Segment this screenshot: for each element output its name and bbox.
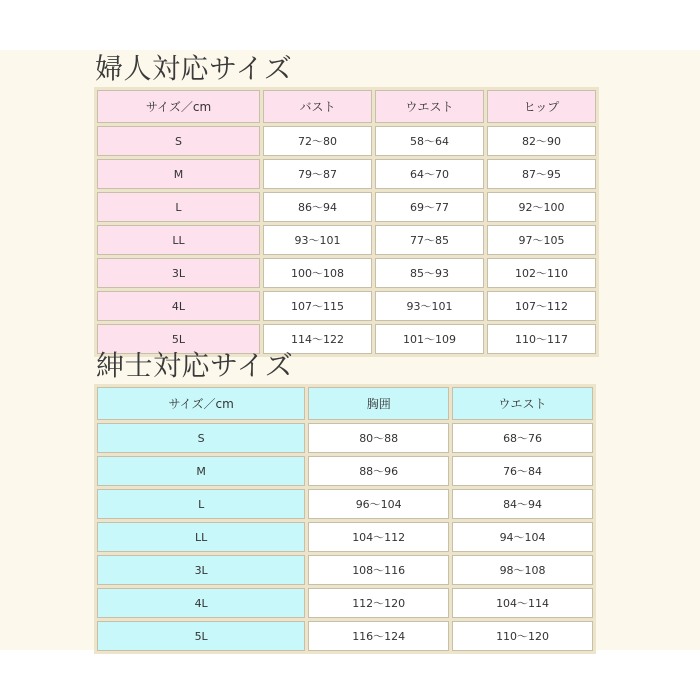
women-size-title: 婦人対応サイズ [95,52,293,85]
column-header: ウエスト [375,90,484,123]
column-header: サイズ／cm [97,387,305,420]
size-label-cell: 3L [97,258,260,288]
size-label-cell: S [97,126,260,156]
measurement-cell: 93〜101 [375,291,484,321]
measurement-cell: 100〜108 [263,258,372,288]
measurement-cell: 107〜115 [263,291,372,321]
measurement-cell: 116〜124 [308,621,449,651]
size-label-cell: L [97,489,305,519]
measurement-cell: 97〜105 [487,225,596,255]
table-row [97,588,593,618]
size-label-cell: 4L [97,291,260,321]
size-label-cell: 5L [97,324,260,354]
size-label-cell: M [97,456,305,486]
measurement-cell: 86〜94 [263,192,372,222]
table-row [97,192,596,222]
measurement-cell: 79〜87 [263,159,372,189]
table-row [97,423,593,453]
size-label-cell: LL [97,522,305,552]
measurement-cell: 58〜64 [375,126,484,156]
measurement-cell: 98〜108 [452,555,593,585]
measurement-cell: 110〜117 [487,324,596,354]
size-label-cell: S [97,423,305,453]
women-size-table [94,87,599,357]
size-label-cell: 5L [97,621,305,651]
header-row [97,387,593,420]
measurement-cell: 104〜112 [308,522,449,552]
header-row [97,90,596,123]
men-size-table [94,384,596,654]
table-row [97,555,593,585]
measurement-cell: 80〜88 [308,423,449,453]
size-label-cell: M [97,159,260,189]
size-label-cell: L [97,192,260,222]
measurement-cell: 112〜120 [308,588,449,618]
measurement-cell: 108〜116 [308,555,449,585]
table-row [97,126,596,156]
column-header: ヒップ [487,90,596,123]
measurement-cell: 85〜93 [375,258,484,288]
measurement-cell: 82〜90 [487,126,596,156]
column-header: サイズ／cm [97,90,260,123]
measurement-cell: 104〜114 [452,588,593,618]
measurement-cell: 64〜70 [375,159,484,189]
table-row [97,621,593,651]
measurement-cell: 110〜120 [452,621,593,651]
men-size-title: 紳士対応サイズ [96,349,294,382]
table-row [97,159,596,189]
table-row [97,225,596,255]
column-header: 胸囲 [308,387,449,420]
measurement-cell: 87〜95 [487,159,596,189]
size-label-cell: LL [97,225,260,255]
measurement-cell: 94〜104 [452,522,593,552]
measurement-cell: 107〜112 [487,291,596,321]
size-label-cell: 3L [97,555,305,585]
table-row [97,456,593,486]
measurement-cell: 93〜101 [263,225,372,255]
measurement-cell: 72〜80 [263,126,372,156]
measurement-cell: 84〜94 [452,489,593,519]
measurement-cell: 76〜84 [452,456,593,486]
table-row [97,258,596,288]
measurement-cell: 69〜77 [375,192,484,222]
size-label-cell: 4L [97,588,305,618]
measurement-cell: 114〜122 [263,324,372,354]
column-header: バスト [263,90,372,123]
table-row [97,522,593,552]
measurement-cell: 96〜104 [308,489,449,519]
measurement-cell: 88〜96 [308,456,449,486]
measurement-cell: 68〜76 [452,423,593,453]
measurement-cell: 102〜110 [487,258,596,288]
measurement-cell: 101〜109 [375,324,484,354]
table-row [97,489,593,519]
measurement-cell: 92〜100 [487,192,596,222]
column-header: ウエスト [452,387,593,420]
measurement-cell: 77〜85 [375,225,484,255]
table-row [97,291,596,321]
